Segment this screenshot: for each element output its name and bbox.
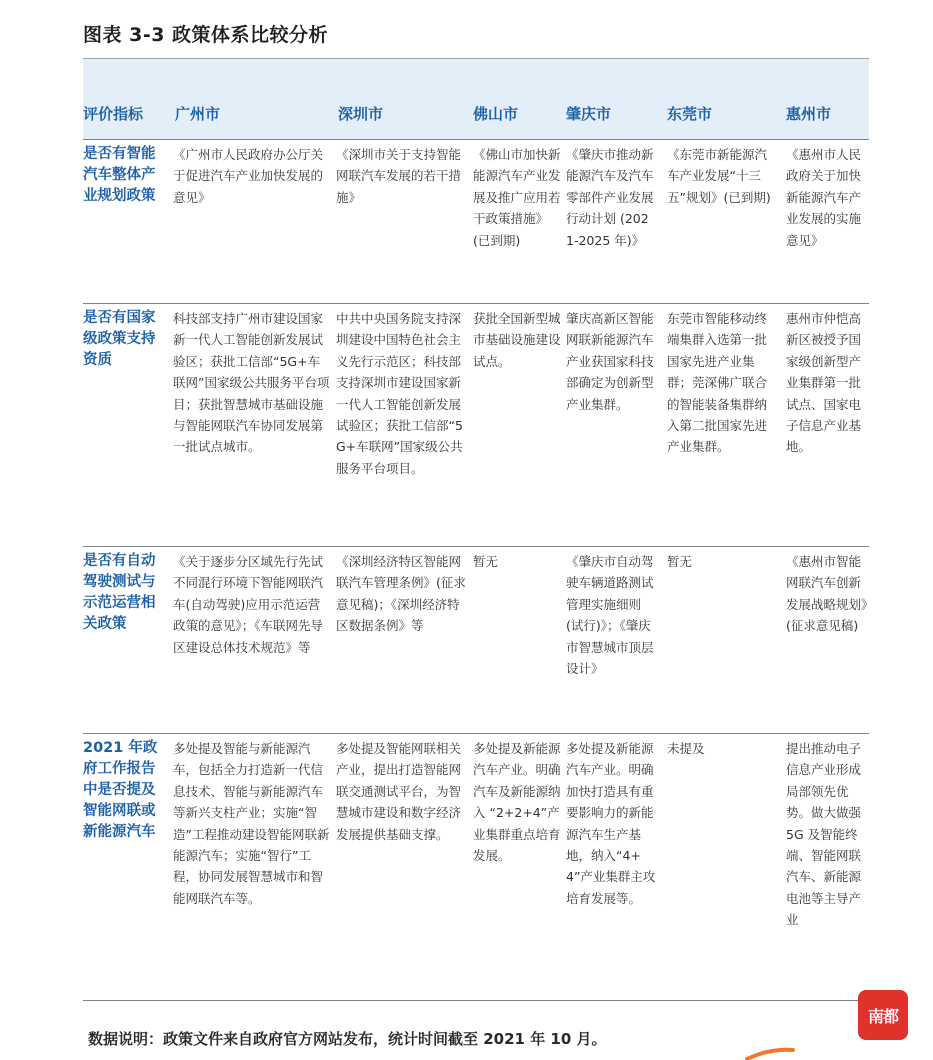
table-cell: 肇庆高新区智能网联新能源汽车产业获国家科技部确定为创新型产业集群。 <box>566 311 654 412</box>
table-cell: 《肇庆市推动新能源汽车及汽车零部件产业发展行动计划 (2021-2025 年)》 <box>566 147 654 248</box>
table-cell: 《惠州市人民政府关于加快新能源汽车产业发展的实施意见》 <box>786 147 862 248</box>
table-cell: 《佛山市加快新能源汽车产业发展及推广应用若干政策措施》(已到期) <box>473 147 561 248</box>
table-cell: 《深圳经济特区智能网联汽车管理条例》(征求意见稿)；《深圳经济特区数据条例》等 <box>336 554 466 634</box>
table-cell: 多处提及新能源汽车产业。明确加快打造具有重要影响力的新能源汽车生产基地，纳入“4+4”产业集群主攻培育发展等。 <box>566 741 656 906</box>
header-zhaoqing: 肇庆市 <box>566 105 612 123</box>
table-cell: 惠州市仲恺高新区被授予国家级创新型产业集群第一批试点、国家电子信息产业基地。 <box>786 311 862 455</box>
table-cell: 科技部支持广州市建设国家新一代人工智能创新发展试验区；获批工信部“5G+车联网”国家级公共服务平台项目；获批智慧城市基础设施与智能网联汽车协同发展第一批试点城市。 <box>173 311 330 455</box>
header-foshan: 佛山市 <box>473 105 519 123</box>
orange-swoosh-decoration <box>745 1046 795 1060</box>
table-cell: 获批全国新型城市基础设施建设试点。 <box>473 311 561 369</box>
table-row <box>83 140 869 304</box>
table-cell: 暂无 <box>473 554 499 569</box>
table-row <box>83 734 869 984</box>
table-header-row <box>83 58 869 140</box>
table-cell: 提出推动电子信息产业形成局部领先优势。做大做强 5G 及智能终端、智能网联汽车、新能源电池等主导产业 <box>786 741 862 928</box>
table-cell: 《深圳市关于支持智能网联汽车发展的若干措施》 <box>336 147 462 205</box>
row-label: 是否有自动驾驶测试与示范运营相关政策 <box>83 553 156 632</box>
policy-comparison-table <box>83 58 869 984</box>
table-cell: 《东莞市新能源汽车产业发展“十三五”规划》(已到期) <box>667 147 771 205</box>
table-cell: 《惠州市智能网联汽车创新发展战略规划》(征求意见稿) <box>786 554 868 634</box>
row-label: 是否有智能汽车整体产业规划政策 <box>83 146 156 204</box>
row-label: 是否有国家级政策支持资质 <box>83 310 156 368</box>
header-indicator: 评价指标 <box>83 105 144 123</box>
table-cell: 多处提及新能源汽车产业。明确汽车及新能源纳入 “2+2+4”产业集群重点培育发展。 <box>473 741 561 864</box>
table-cell: 多处提及智能与新能源汽车，包括全力打造新一代信息技术、智能与新能源汽车等新兴支柱产业；实施“智造”工程推动建设智能网联新能源汽车；实施“智行”工程，协同发展智慧城市和智能网联汽车等。 <box>173 741 330 906</box>
data-note: 数据说明：政策文件来自政府官方网站发布，统计时间截至 2021 年 10 月。 <box>88 1030 607 1048</box>
header-dongguan: 东莞市 <box>667 105 713 123</box>
table-cell: 暂无 <box>667 554 693 569</box>
table-cell: 未提及 <box>667 741 705 756</box>
table-row <box>83 304 869 547</box>
table-row <box>83 547 869 734</box>
header-guangzhou: 广州市 <box>175 105 221 123</box>
header-huizhou: 惠州市 <box>786 105 832 123</box>
row-label: 2021 年政府工作报告中是否提及智能网联或新能源汽车 <box>83 740 158 840</box>
nandu-logo: 南都 <box>858 990 908 1040</box>
header-shenzhen: 深圳市 <box>338 105 384 123</box>
table-cell: 《关于逐步分区域先行先试不同混行环境下智能网联汽车(自动驾驶)应用示范运营政策的意见》；《车联网先导区建设总体技术规范》等 <box>173 554 324 655</box>
table-cell: 《肇庆市自动驾驶车辆道路测试管理实施细则(试行)》；《肇庆市智慧城市顶层设计》 <box>566 554 654 677</box>
table-cell: 东莞市智能移动终端集群入选第一批国家先进产业集群；莞深佛广联合的智能装备集群纳入第二批国家先进产业集群。 <box>667 311 768 455</box>
page-title: 图表 3-3 政策体系比较分析 <box>83 24 329 46</box>
table-cell: 《广州市人民政府办公厅关于促进汽车产业加快发展的意见》 <box>173 147 324 205</box>
table-cell: 多处提及智能网联相关产业，提出打造智能网联交通测试平台，为智慧城市建设和数字经济发展提供基础支撑。 <box>336 741 462 842</box>
table-bottom-divider <box>83 1000 869 1001</box>
table-cell: 中共中央国务院支持深圳建设中国特色社会主义先行示范区；科技部支持深圳市建设国家新一代人工智能创新发展试验区；获批工信部“5G+车联网”国家级公共服务平台项目。 <box>336 311 463 476</box>
